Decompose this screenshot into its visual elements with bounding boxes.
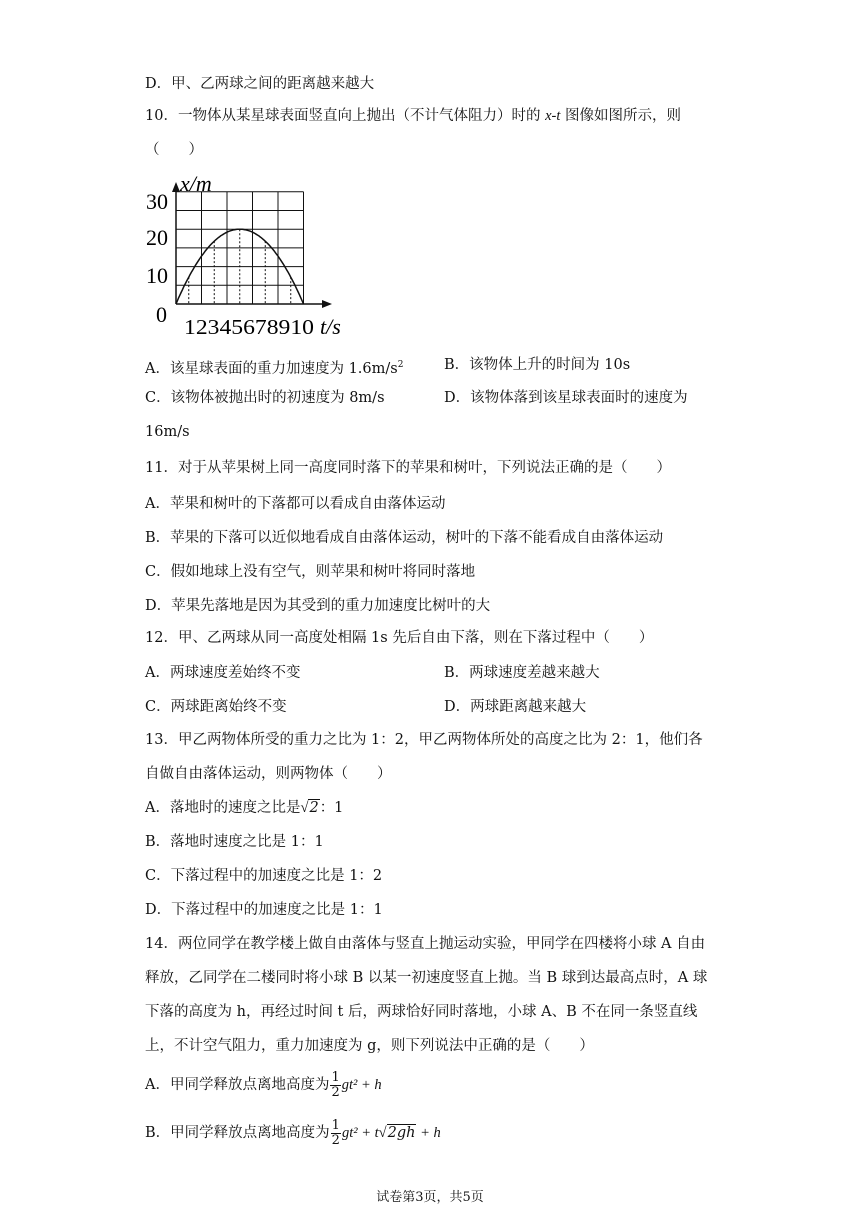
q11-option-b: B．苹果的下落可以近似地看成自由落体运动，树叶的下落不能看成自由落体运动 <box>145 530 664 546</box>
q12-stem: 12．甲、乙两球从同一高度处相隔 1s 先后自由下落，则在下落过程中（ ） <box>145 630 654 646</box>
q12-option-d: D．两球距离越来越大 <box>444 699 587 715</box>
q14-option-b <box>145 1118 441 1148</box>
x-axis-label: t/s <box>320 314 341 339</box>
q10-option-a-sup: 2 <box>397 360 404 370</box>
q11-stem: 11．对于从苹果树上同一高度同时落下的苹果和树叶，下列说法正确的是（ ） <box>145 460 671 476</box>
q14-stem-line3: 下落的高度为 h，再经过时间 t 后，两球恰好同时落地，小球 A、B 不在同一条竖直线 <box>145 1004 698 1020</box>
fraction-denominator: 2 <box>331 1084 340 1100</box>
q13-stem-line1: 13．甲乙两物体所受的重力之比为 1：2，甲乙两物体所处的高度之比为 2：1，他们各 <box>145 732 703 748</box>
q13-stem-line2: 自做自由落体运动，则两物体（ ） <box>145 766 392 782</box>
q14-option-a-text: A．甲同学释放点离地高度为 <box>145 1077 330 1093</box>
q12-option-c: C．两球距离始终不变 <box>145 699 287 715</box>
q10-stem-b: 图像如图所示，则 <box>560 108 681 124</box>
q11-option-d: D．苹果先落地是因为其受到的重力加速度比树叶的大 <box>145 598 491 614</box>
q10-stem-var: x-t <box>545 108 561 124</box>
xt-graph <box>140 172 370 340</box>
q10-option-c: C．该物体被抛出时的初速度为 8m/s <box>145 390 385 406</box>
q14-stem-line4: 上，不计空气阻力，重力加速度为 g，则下列说法中正确的是（ ） <box>145 1038 594 1054</box>
sqrt-symbol: √ <box>300 800 309 816</box>
q13-sqrt-value: 2 <box>309 800 319 816</box>
q13-option-c: C．下落过程中的加速度之比是 1：2 <box>145 868 383 884</box>
q11-option-a: A．苹果和树叶的下落都可以看成自由落体运动 <box>145 496 446 512</box>
q14-option-a <box>145 1070 382 1100</box>
q10-option-b: B．该物体上升的时间为 10s <box>444 357 631 373</box>
fraction-numerator: 1 <box>331 1069 340 1085</box>
y-axis-label: x/m <box>180 172 212 196</box>
q13-option-d: D．下落过程中的加速度之比是 1：1 <box>145 902 383 918</box>
y-tick-0: 0 <box>156 302 167 327</box>
fraction-half <box>331 1119 341 1148</box>
y-tick-30: 30 <box>146 189 168 214</box>
q14-stem-line1: 14．两位同学在教学楼上做自由落体与竖直上抛运动实验，甲同学在四楼将小球 A 自由 <box>145 936 706 952</box>
q10-stem <box>145 106 681 126</box>
y-axis-arrow <box>172 182 180 192</box>
q10-option-d-cont: 16m/s <box>145 424 190 440</box>
y-tick-10: 10 <box>146 263 168 288</box>
q14-option-b-expr-tail: + h <box>416 1125 441 1141</box>
q10-option-a <box>145 355 403 379</box>
fraction-half <box>330 1071 340 1100</box>
sqrt-symbol: √ <box>378 1125 387 1141</box>
x-axis-arrow <box>322 300 332 308</box>
q13-option-b: B．落地时速度之比是 1：1 <box>145 834 324 850</box>
q14-sqrt-value: 2gh <box>387 1125 416 1141</box>
q10-stem-a: 10．一物体从某星球表面竖直向上抛出（不计气体阻力）时的 <box>145 108 546 124</box>
q14-option-a-expr: gt² + h <box>341 1077 382 1093</box>
q12-option-a: A．两球速度差始终不变 <box>145 665 301 681</box>
y-tick-20: 20 <box>146 225 168 250</box>
q9-option-d: D．甲、乙两球之间的距离越来越大 <box>145 76 375 92</box>
q13-option-a <box>145 798 343 818</box>
q14-option-b-text: B．甲同学释放点离地高度为 <box>145 1125 330 1141</box>
q14-option-b-expr: gt² + t <box>341 1125 379 1141</box>
q11-option-c: C．假如地球上没有空气，则苹果和树叶将同时落地 <box>145 564 476 580</box>
q10-option-a-text: A．该星球表面的重力加速度为 1.6m/s <box>145 360 398 377</box>
q13-option-a-text: A．落地时的速度之比是 <box>145 800 301 816</box>
q14-stem-line2: 释放，乙同学在二楼同时将小球 B 以某一初速度竖直上抛。当 B 球到达最高点时，A 球 <box>145 970 708 986</box>
q10-paren: （ ） <box>145 142 203 158</box>
q12-option-b: B．两球速度差越来越大 <box>444 665 600 681</box>
fraction-denominator: 2 <box>331 1132 340 1148</box>
x-ticks: 12345678910 <box>184 315 314 339</box>
q10-option-d: D．该物体落到该星球表面时的速度为 <box>444 390 688 406</box>
fraction-numerator: 1 <box>331 1117 340 1133</box>
q13-option-a-ratio: ：1 <box>319 800 344 816</box>
page-footer: 试卷第3页，共5页 <box>376 1190 484 1205</box>
